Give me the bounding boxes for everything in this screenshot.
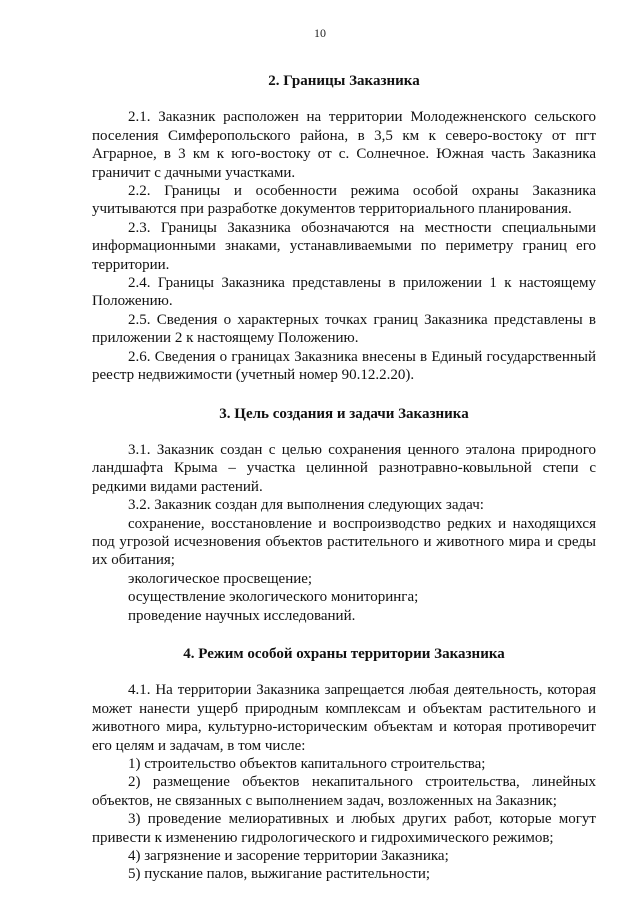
section-2-heading: 2. Границы Заказника: [268, 73, 420, 89]
paragraph: 3) проведение мелиоративных и любых других работ, которые могут привести к изменению гидрологического и гидрохимического режимов;: [92, 811, 596, 846]
paragraph: 2.1. Заказник расположен на территории Молодежненского сельского поселения Симферопольского района, в 3,5 км к северо-востоку от пгт Аграрное, в 3 км к юго-востоку от с. Солнечное. Южная часть Заказника граничит с дачными участками.: [92, 109, 596, 181]
page-number: 10: [314, 26, 326, 40]
paragraph: экологическое просвещение;: [128, 570, 313, 587]
paragraph: 5) пускание палов, выжигание растительности;: [128, 866, 431, 883]
paragraph: 2.3. Границы Заказника обозначаются на местности специальными информационными знаками, устанавливаемыми по периметру границ его территории.: [92, 219, 596, 273]
paragraph: 2.5. Сведения о характерных точках границ Заказника представлены в приложении 2 к настоящему Положению.: [92, 311, 596, 347]
paragraph: осуществление экологического мониторинга;: [128, 589, 419, 606]
paragraph: 1) строительство объектов капитального строительства;: [128, 756, 486, 772]
paragraph: 3.2. Заказник создан для выполнения следующих задач:: [128, 497, 484, 514]
paragraph: 2.2. Границы и особенности режима особой охраны Заказника учитываются при разработке документов территориального планирования.: [92, 183, 596, 218]
paragraph: сохранение, восстановление и воспроизводство редких и находящихся под угрозой исчезновения объектов растительного и животного мира и среды их обитания;: [92, 515, 596, 569]
paragraph: 4.1. На территории Заказника запрещается любая деятельность, которая может нанести ущерб природным комплексам и объектам растительного и животного мира, культурно-историческим объектам и которая противоречит его целям и задачам, в том числе:: [92, 682, 596, 754]
paragraph: 2) размещение объектов некапитального строительства, линейных объектов, не связанных с выполнением задач, возложенных на Заказник;: [92, 774, 596, 809]
paragraph: проведение научных исследований.: [128, 607, 356, 624]
section-3-heading: 3. Цель создания и задачи Заказника: [219, 405, 469, 422]
paragraph: 2.6. Сведения о границах Заказника внесены в Единый государственный реестр недвижимости (учетный номер 90.12.2.20).: [92, 348, 596, 384]
paragraph: 4) загрязнение и засорение территории Заказника;: [128, 848, 449, 865]
paragraph: 2.4. Границы Заказника представлены в приложении 1 к настоящему Положению.: [92, 275, 596, 310]
paragraph: 3.1. Заказник создан с целью сохранения ценного эталона природного ландшафта Крыма – участка целинной разнотравно-ковыльной степи с редкими видами растений.: [92, 441, 596, 495]
document-body: [92, 72, 596, 884]
section-4-heading: 4. Режим особой охраны территории Заказника: [183, 645, 505, 662]
